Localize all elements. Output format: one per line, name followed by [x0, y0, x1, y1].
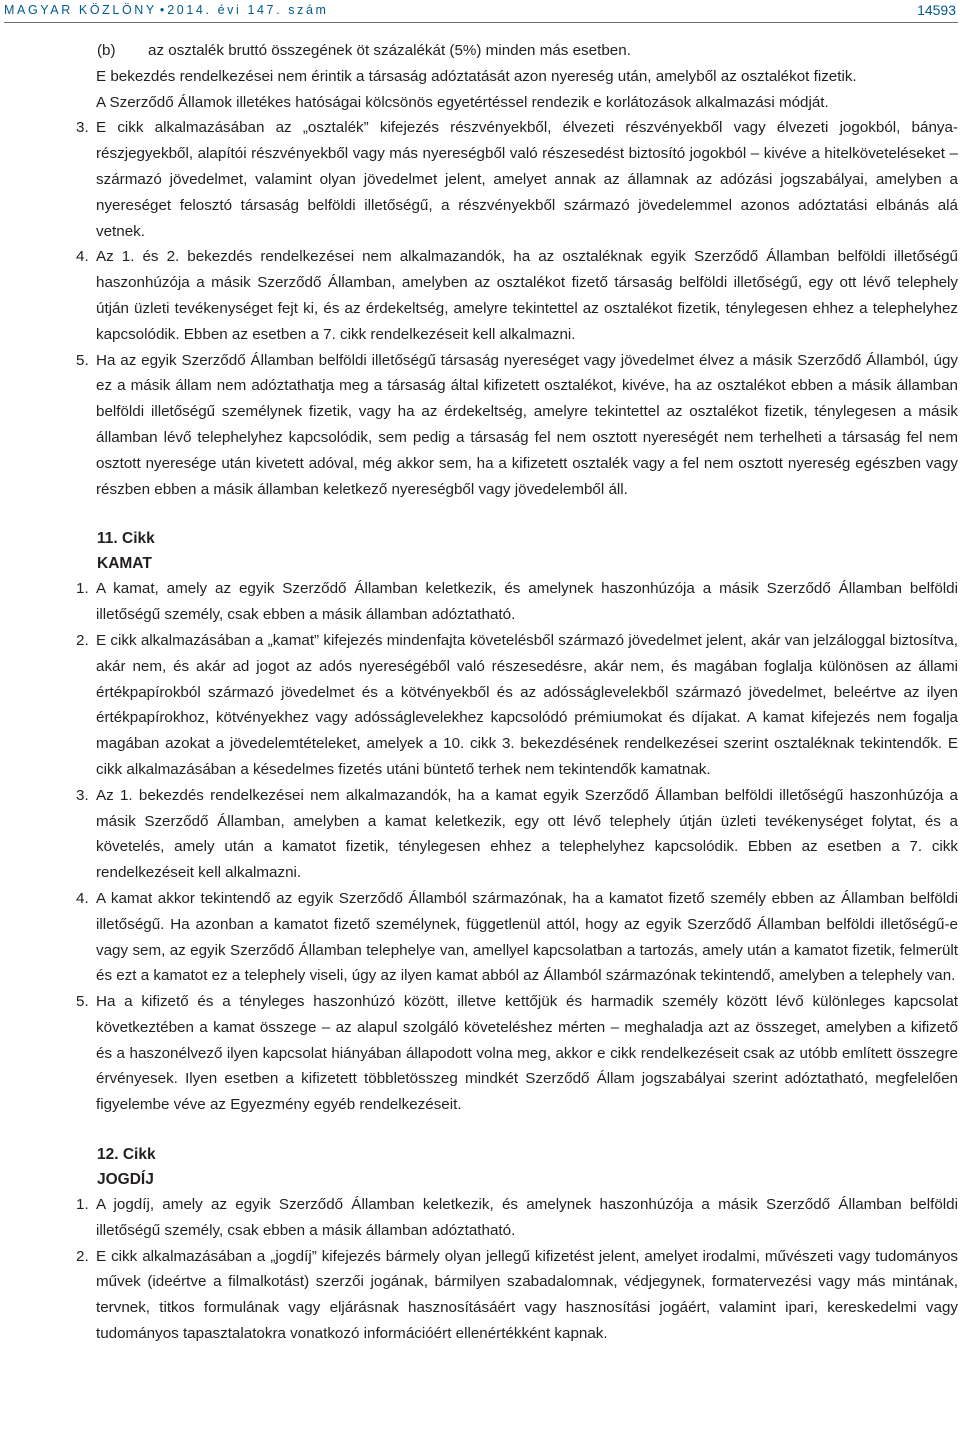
paragraph-text: E cikk alkalmazásában a „jogdíj” kifejezés bármely olyan jellegű kifizetést jelent, amelyet irodalmi, művészeti vagy tudományos művek (ideértve a filmalkotást) szerzői jogának, bármilyen szabadalomnak, védjegynek, formatervezési vagy más mintának, tervnek, titkos formulának vagy eljárásnak hasznosításáért vagy hasznosítási jogáért, valamint ipari, kereskedelmi vagy tudományos tapasztalatokra vonatkozó információért ellenértékként kapnak.	[96, 1247, 958, 1343]
numbered-paragraph	[0, 628, 960, 783]
numbered-paragraph	[0, 348, 960, 503]
issue-label: 2014. évi 147. szám	[167, 3, 329, 17]
page-header	[4, 0, 958, 23]
paragraph-number: 4.	[76, 889, 89, 907]
numbered-paragraph	[0, 989, 960, 1118]
paragraph: E bekezdés rendelkezései nem érintik a társaság adóztatását azon nyereség után, amelyből az osztalékot fizetik.	[96, 67, 857, 85]
paragraph-text: E cikk alkalmazásában az „osztalék” kifejezés részvényekből, élvezeti részvényekből vagy élvezeti jogokból, bánya-részjegyekből, alapítói részvényekből vagy más nyereségből való részesedést biztosító jogokból – kivéve a hitelköveteléseket – származó jövedelmet, valamint olyan jövedelmet jelent, amelyet annak az államnak az adózási jogszabályai, amelyben a nyereséget felosztó társaság belföldi illetőségű, a részvényekből származó jövedelemmel azonos adóztatási elbánás alá vetnek.	[96, 119, 958, 240]
paragraph-text: Ha a kifizető és a tényleges haszonhúzó között, illetve kettőjük és harmadik személy között lévő különleges kapcsolat következtében a kamat összege – az alapul szolgáló követeléshez mérten – meghaladja azt az összeget, amelyben a kifizető és a haszonélvező ilyen kapcsolat hiányában állapodott volna meg, akkor e cikk rendelkezéseit csak az utóbb említett összegre érvényesek. Ilyen esetben a kifizetett többletösszeg mindkét Szerződő Állam jogszabályai szerint adóztatható, megfelelően figyelembe véve az Egyezmény egyéb rendelkezéseit.	[96, 993, 958, 1114]
paragraph-number: 2.	[76, 631, 89, 649]
numbered-paragraph	[0, 576, 960, 628]
subpoint-text: az osztalék bruttó összegének öt százalékát (5%) minden más esetben.	[148, 42, 631, 59]
article-number: 11. Cikk	[97, 530, 155, 548]
journal-header	[4, 3, 329, 17]
numbered-paragraph	[0, 783, 960, 886]
paragraph-text: A jogdíj, amely az egyik Szerződő Államban keletkezik, és amelynek haszonhúzója a másik Szerződő Államban belföldi illetőségű személy, csak ebben a másik államban adóztatható.	[96, 1196, 958, 1239]
paragraph-number: 5.	[76, 351, 89, 369]
subpoint-label: (b)	[97, 42, 116, 59]
numbered-paragraph	[0, 1192, 960, 1244]
paragraph-number: 3.	[76, 119, 89, 137]
numbered-paragraph	[0, 1244, 960, 1347]
numbered-paragraph	[0, 244, 960, 347]
article-title: KAMAT	[97, 555, 152, 573]
paragraph-number: 1.	[76, 1196, 89, 1214]
paragraph-text: E cikk alkalmazásában a „kamat” kifejezés mindenfajta követelésből származó jövedelmet jelent, akár van jelzáloggal biztosítva, akár nem, és akár ad jogot az adós nyereségéből való részesedésre, akár nem, és magában foglalja különösen az állami értékpapírokból származó jövedelmet és a kötvényekből és az adósságlevelekből származó jövedelmet, beleértve az ilyen értékpapírokhoz, kötvényekhez vagy adósságlevelekhez kapcsolódó prémiumokat és díjakat. A kamat kifejezés nem fogalja magában azokat a jövedelemtételeket, amelyek a 10. cikk 3. bekezdésének rendelkezései szerint osztaléknak tekintendők. E cikk alkalmazásában a késedelmes fizetés utáni büntető terhek nem tekintendők kamatnak.	[96, 631, 958, 778]
header-separator: •	[159, 3, 165, 17]
article-title: JOGDÍJ	[97, 1171, 154, 1189]
paragraph: A Szerződő Államok illetékes hatóságai kölcsönös egyetértéssel rendezik e korlátozások alkalmazási módját.	[96, 93, 829, 111]
paragraph-number: 3.	[76, 786, 89, 804]
document-body	[0, 38, 960, 1347]
numbered-paragraph	[0, 115, 960, 244]
subpoint-b	[0, 38, 960, 64]
paragraph-number: 1.	[76, 580, 89, 598]
paragraph-text: Az 1. bekezdés rendelkezései nem alkalmazandók, ha a kamat egyik Szerződő Államban belföldi illetőségű haszonhúzója a másik Szerződő Államban, amelyben a kamat keletkezik, egy ott lévő telephely útján üzleti tevékenységet folytat, és a követelés, amely után a kamatot fizetik, ténylegesen ehhez a telephelyhez kapcsolódik. Ebben az esetben a 7. cikk rendelkezéseit kell alkalmazni.	[96, 786, 958, 882]
paragraph-text: Az 1. és 2. bekezdés rendelkezései nem alkalmazandók, ha az osztaléknak egyik Szerződő Államban belföldi illetőségű haszonhúzója a másik Szerződő Államban, amelyben az osztalékot fizető társaság belföldi illetőségű, egy ott lévő telephely útján üzleti tevékenységet fejt ki, és az érdekeltség, amelyre tekintettel az osztalékot fizetik, ténylegesen ehhez a telephelyhez kapcsolódik. Ebben az esetben a 7. cikk rendelkezéseit kell alkalmazni.	[96, 248, 958, 343]
numbered-paragraph	[0, 886, 960, 989]
page-number: 14593	[917, 2, 956, 18]
paragraph-text: A kamat, amely az egyik Szerződő Államban keletkezik, és amelynek haszonhúzója a másik Szerződő Államban belföldi illetőségű személy, csak ebben a másik államban adóztatható.	[96, 580, 958, 624]
article-11	[0, 526, 960, 1118]
article-10-paragraphs	[0, 115, 960, 502]
paragraph-number: 4.	[76, 248, 89, 266]
paragraph-number: 2.	[76, 1247, 89, 1265]
paragraph-text: A kamat akkor tekintendő az egyik Szerződő Államból származónak, ha a kamatot fizető személy ebben az Államban belföldi illetőségű. Ha azonban a kamatot fizető személynek, függetlenül attól, hogy az egyik Szerződő Államban belföldi illetőségű-e vagy sem, az egyik Szerződő Államban telephelye van, amellyel kapcsolatban a tartozás, amely után a kamatot fizetik, felmerült és ezt a kamatot ez a telephely viseli, úgy az ilyen kamat abból az Államból származónak tekintendő, amelyben a telephely van.	[96, 889, 958, 985]
journal-name: MAGYAR KÖZLÖNY	[4, 3, 157, 17]
paragraph-text: Ha az egyik Szerződő Államban belföldi illetőségű társaság nyereséget vagy jövedelmet élvez a másik Szerződő Államból, úgy ez a másik állam nem adóztathatja meg a társaság által kifizetett osztalékot, kivéve, ha az osztalékot ebben a másik államban belföldi illetőségű személynek fizetik, vagy ha az érdekeltség, amelyre tekintettel az osztalékot fizetik, ténylegesen a másik államban lévő telephelyhez kapcsolódik, sem pedig a társaság fel nem osztott nyereségét nem terhelheti a társaság fel nem osztott nyeresége után kivetett adóval, még akkor sem, ha a kifizetett osztalék vagy a fel nem osztott nyereség egészben vagy részben ebben a másik államban keletkező nyereségből vagy jövedelemből áll.	[96, 351, 958, 498]
paragraph-number: 5.	[76, 993, 89, 1011]
article-12	[0, 1142, 960, 1347]
article-number: 12. Cikk	[97, 1146, 156, 1164]
